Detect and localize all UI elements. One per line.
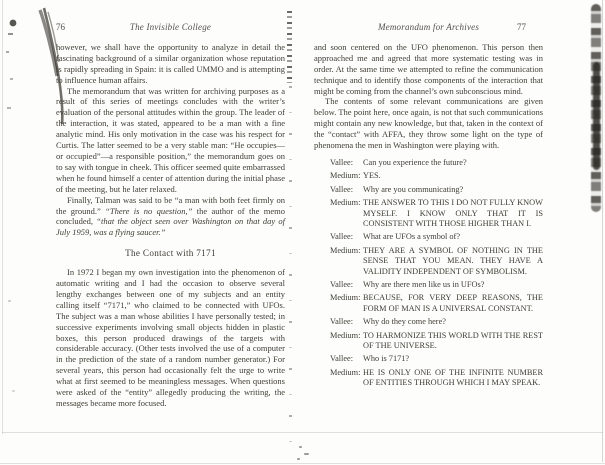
speaker-label: Medium: [330, 245, 361, 255]
dialogue-text: Why do they come here? [363, 317, 446, 327]
left-page-number: 76 [56, 22, 65, 32]
left-page [56, 22, 285, 409]
paragraph: The memorandum that was written for archiving purposes as a result of this series of meetings concludes with the writer’s evaluation of the personal attitudes within the group. The leader of the interaction, it was stated, appeared to be a man with a fine analytic mind. His only motivation in the case was his respect for Curtis. The latter seemed to be a very stable man: “He occupies—or occupied”—a responsible position,” the memorandum goes on to say with tongue in cheek. This officer seemed quite embarrassed when he found himself a center of attention during the initial phase of the meeting, but he later relaxed. [56, 85, 285, 194]
speaker-label: Medium: [330, 198, 361, 208]
gutter-marks [289, 86, 292, 458]
speaker-label: Vallee: [330, 317, 354, 327]
dialogue-text: HE IS ONLY ONE OF THE INFINITE NUMBER OF ENTITIES THROUGH WHICH I MAY SPEAK. [363, 367, 543, 388]
speaker-label: Vallee: [330, 157, 354, 167]
scan-speck [299, 446, 302, 448]
dialogue-row [314, 158, 543, 168]
scan-speck [297, 458, 300, 460]
dialogue-row [314, 354, 543, 364]
dialogue-row [314, 185, 543, 195]
dialogue-text: Why are you communicating? [363, 184, 464, 194]
left-running-head [56, 22, 285, 33]
scan-edge-left [2, 0, 3, 434]
scan-edge-right [602, 0, 603, 462]
dialogue-text: TO HARMONIZE THIS WORLD WITH THE REST OF THE UNIVERSE. [363, 330, 543, 351]
speaker-label: Vallee: [330, 354, 354, 364]
right-running-head [314, 22, 543, 33]
dialogue-text: YES. [363, 171, 381, 181]
speaker-label: Vallee: [330, 184, 354, 194]
scan-speck [304, 453, 309, 455]
dialogue-row [314, 232, 543, 242]
right-binding-smudge-core [593, 62, 600, 170]
right-running-title: Memorandum for Archives [377, 22, 480, 32]
dialogue-row [314, 171, 543, 181]
dialogue-row [314, 293, 543, 314]
speaker-label: Vallee: [330, 280, 354, 290]
speaker-label: Vallee: [330, 232, 354, 242]
section-heading: The Contact with 7171 [125, 248, 216, 259]
dialogue-text: THE ANSWER TO THIS I DO NOT FULLY KNOW MYSELF. I KNOW ONLY THAT IT IS CONSISTENT WITH THOSE HIGHER THAN I. [363, 198, 543, 228]
speaker-label: Medium: [330, 293, 361, 303]
dialogue-text: Can you experience the future? [363, 157, 467, 167]
italic-quote: “There is no question,” [105, 205, 193, 216]
dialogue-row [314, 331, 543, 352]
dialogue-row [314, 280, 543, 290]
scan-page-bottom-edge [2, 432, 603, 433]
dialogue-row [314, 198, 543, 229]
dialogue-text: THEY ARE A SYMBOL OF NOTHING IN THE SENSE THAT YOU MEAN. THEY HAVE A VALIDITY INDEPENDENT OF SYMBOLISM. [363, 245, 543, 276]
scan-speck [12, 390, 15, 392]
speaker-label: Medium: [330, 330, 361, 340]
dialogue-row [314, 246, 543, 277]
scan-speck [8, 300, 11, 302]
paragraph: In 1972 I began my own investigation into the phenomenon of automatic writing and I had the occasion to observe several lengthy exchanges between one of my subjects and an entity calling itself “7171,” who claimed to be connected with UFOs. The subject was a man whose abilities I have personally tested; in successive experiments involving small objects hidden in plastic boxes, this person produced drawings of the targets with considerable accuracy. (Other tests involved the use of a computer in the prediction of the state of a random number generator.) For several years, this person had occasionally felt the urge to write what at first seemed to be meaningless messages. When questions were asked of the “entity” allegedly producing the writing, the messages became more focused. [56, 267, 285, 408]
speaker-label: Medium: [330, 367, 361, 377]
italic-quote: “that the object seen over Washington on that day of July 1959, was a flying saucer.” [56, 216, 285, 238]
dialogue-row [314, 317, 543, 327]
paragraph: The contents of some relevant communications are given below. The point here, once again, is not that such communications might contain any new knowledge, but that, taken in the context of the “contact” with AFFA, they throw some light on the type of phenomena the men in Washington were playing with. [314, 96, 543, 151]
dialogue-text: BECAUSE, FOR VERY DEEP REASONS, THE FORM OF MAN IS A UNIVERSAL CONSTANT. [363, 293, 543, 313]
dialogue-text: Why are there men like us in UFOs? [363, 280, 485, 290]
right-page-number: 77 [517, 22, 526, 32]
dialogue-row [314, 368, 543, 389]
scan-image-bottom-edge [0, 463, 605, 464]
dialogue-text: Who is 7171? [363, 354, 410, 364]
paragraph [56, 195, 285, 239]
dialogue-text: What are UFOs a symbol of? [363, 232, 461, 242]
paragraph-text: Finally, Talman was said to be “a man with both feet firmly on the ground.” [56, 194, 285, 216]
paragraph: and soon centered on the UFO phenomenon. This person then approached me and agreed that more systematic testing was in order. At the same time we attempted to refine the communication technique and to identify those components of the interaction that might be coming from the channel’s own subconscious mind. [314, 41, 543, 96]
right-page [314, 22, 543, 389]
paragraph-text: the author of the memo concluded, [56, 205, 286, 227]
seance-dialogue [314, 158, 543, 389]
left-running-title: The Invisible College [129, 22, 212, 32]
speaker-label: Medium: [330, 171, 361, 181]
gutter-marks-top [287, 11, 292, 83]
paragraph: however, we shall have the opportunity to analyze in detail the fascinating background of a similar organization whose reputation is rapidly spreading in Spain: it is called UMMO and is attempting to influence human affairs. [56, 41, 285, 85]
